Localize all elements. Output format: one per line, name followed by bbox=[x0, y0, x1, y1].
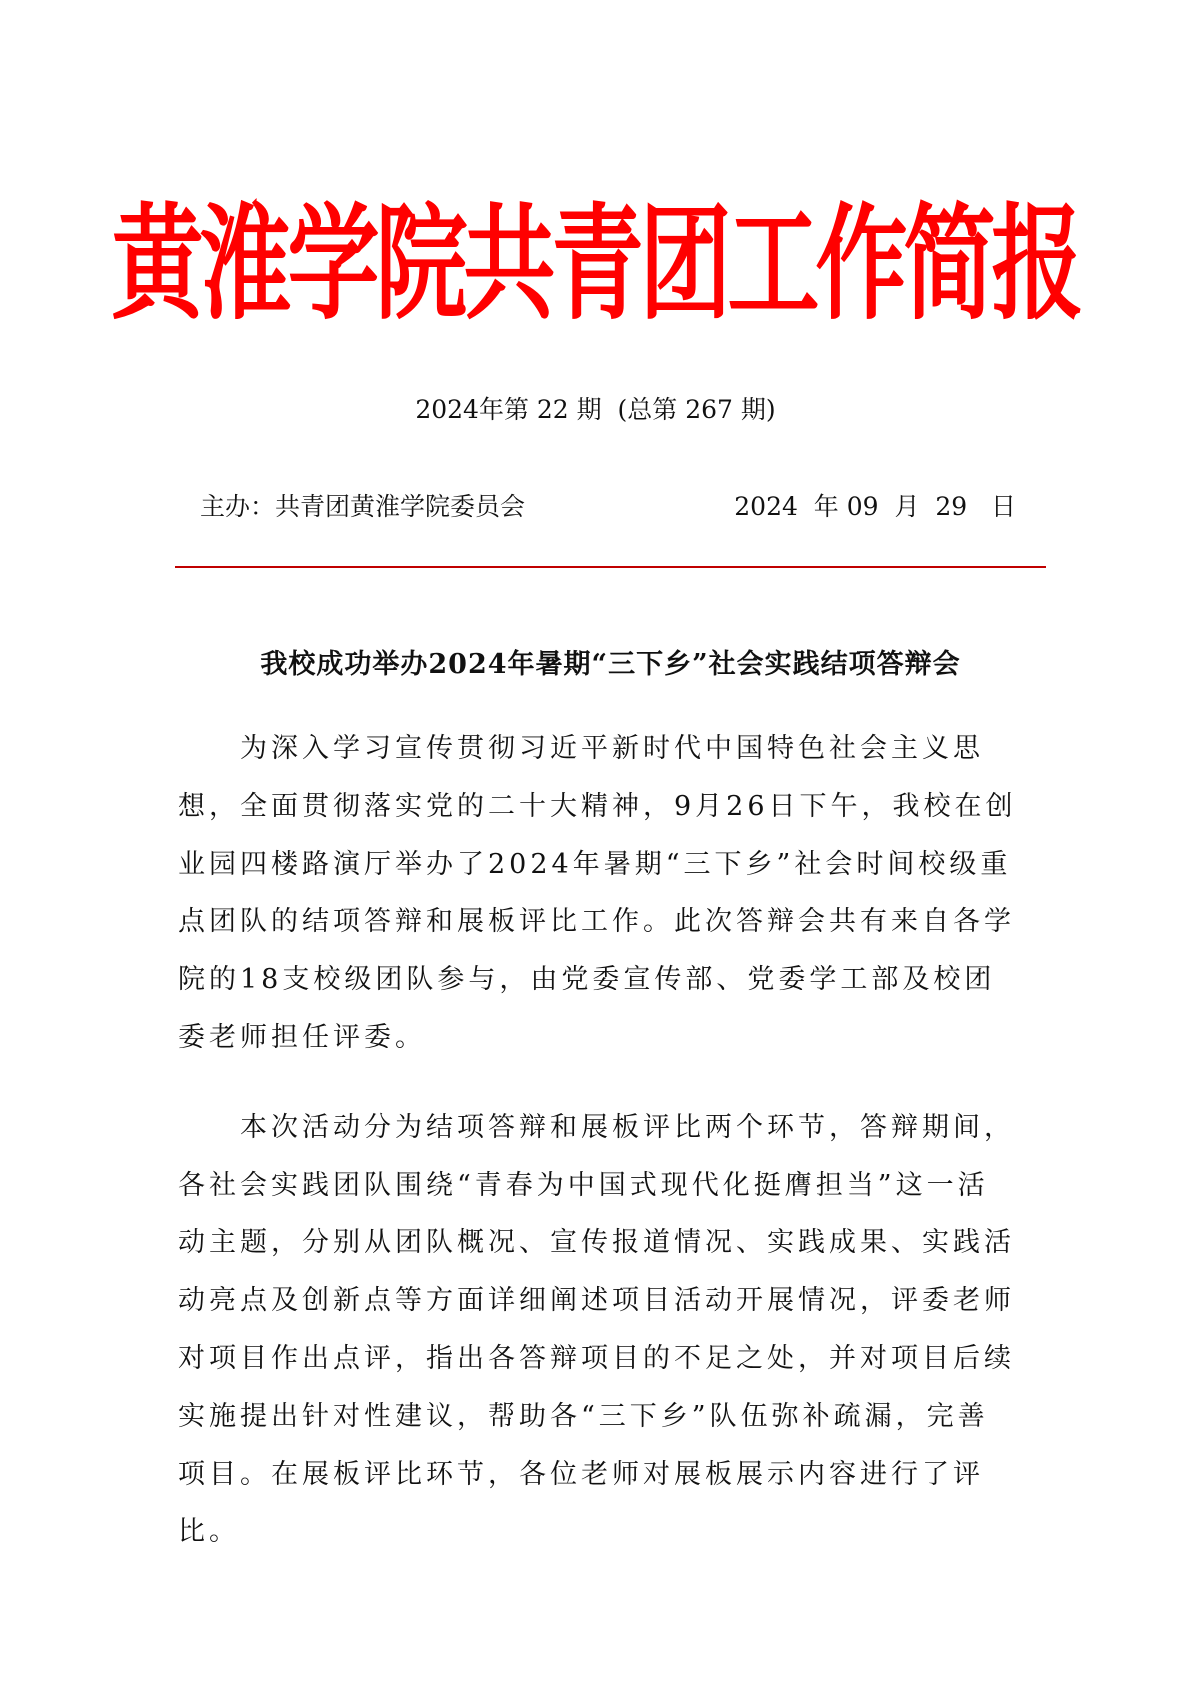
publication-date: 2024 年 09 月 29 日 bbox=[734, 492, 1016, 521]
article-body bbox=[178, 720, 1018, 1561]
newsletter-masthead bbox=[0, 190, 1191, 340]
article-title: 我校成功举办2024年暑期“三下乡”社会实践结项答辩会 bbox=[260, 649, 961, 680]
article-paragraph-1: 为深入学习宣传贯彻习近平新时代中国特色社会主义思想，全面贯彻落实党的二十大精神，9月26日下午，我校在创业园四楼路演厅举办了2024年暑期“三下乡”社会时间校级重点团队的结项答辩和展板评比工作。此次答辩会共有来自各学院的18支校级团队参与，由党委宣传部、党委学工部及校团委老师担任评委。 bbox=[178, 733, 1017, 1053]
sponsor-line: 主办：共青团黄淮学院委员会 bbox=[200, 492, 526, 521]
header-divider bbox=[175, 566, 1046, 568]
issue-number: 2024年第 22 期 (总第 267 期) bbox=[415, 395, 776, 424]
article-paragraph-2: 本次活动分为结项答辩和展板评比两个环节，答辩期间，各社会实践团队围绕“青春为中国式现代化挺膺担当”这一活动主题，分别从团队概况、宣传报道情况、实践成果、实践活动亮点及创新点等方面详细阐述项目活动开展情况，评委老师对项目作出点评，指出各答辩项目的不足之处，并对项目后续实施提出针对性建议，帮助各“三下乡”队伍弥补疏漏，完善项目。在展板评比环节，各位老师对展板展示内容进行了评比。 bbox=[178, 1111, 1015, 1548]
masthead-text: 黄淮学院共青团工作简报 bbox=[111, 192, 1080, 337]
